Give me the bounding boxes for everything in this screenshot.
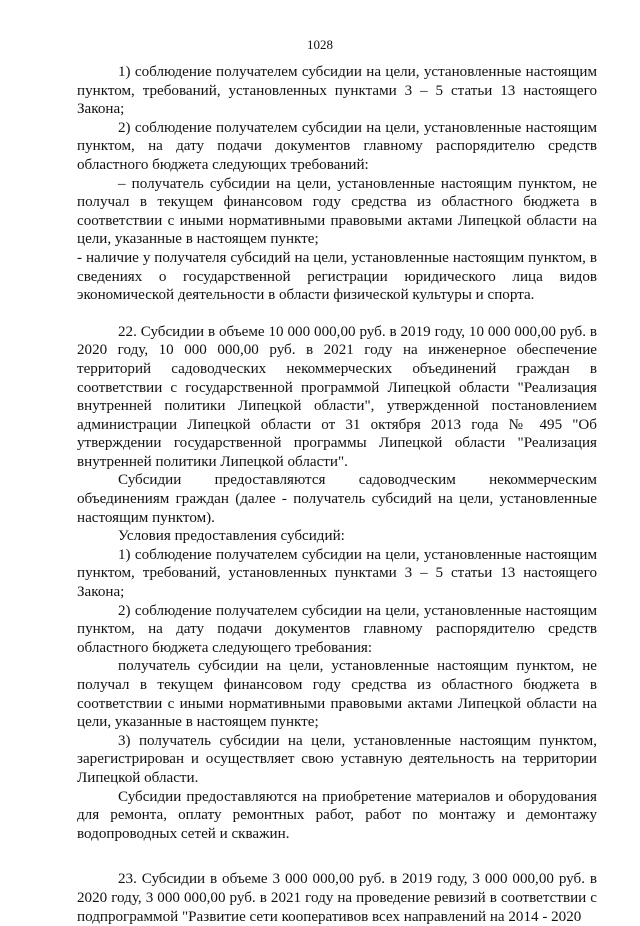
paragraph-condition-1: 1) соблюдение получателем субсидии на цели, установленные настоящим пунктом, требований, установленных пунктами 3 – 5 статьи 13 настоящего Закона; <box>77 546 597 601</box>
paragraph-conditions-heading: Условия предоставления субсидий: <box>118 528 345 545</box>
section-spacer <box>77 305 597 323</box>
paragraph-item-1: 1) соблюдение получателем субсидии на цели, установленные настоящим пунктом, требований, установленных пунктами 3 – 5 статьи 13 настоящего Закона; <box>77 64 597 118</box>
paragraph-condition-2-detail: получатель субсидии на цели, установленные настоящим пунктом, не получал в текущем финансовом году средства из областного бюджета в соответствии с иными нормативными правовыми актами Липецкой области на цели, указанные в настоящем пункте; <box>77 658 597 731</box>
paragraph-clause-22: 22. Субсидии в объеме 10 000 000,00 руб. в 2019 году, 10 000 000,00 руб. в 2020 году, 10 000 000,00 руб. в 2021 году на инженерное обеспечение территорий садоводческих некоммерческих объединений граждан в соответствии с государственной программой Липецкой области "Реализация внутренней политики Липецкой области", утвержденной постановлением администрации Липецкой области от 31 октября 2013 года № 495 "Об утверждении государственной программы Липецкой области "Реализация внутренней политики Липецкой области". <box>77 323 597 470</box>
paragraph-purpose: Субсидии предоставляются на приобретение материалов и оборудования для ремонта, оплату ремонтных работ, работ по монтажу и демонтажу водопроводных сетей и скважин. <box>77 788 597 842</box>
paragraph-dash-1: – получатель субсидии на цели, установленные настоящим пунктом, не получал в текущем финансовом году средства из областного бюджета в соответствии с иными нормативными правовыми актами Липецкой области на цели, указанные в настоящем пункте; <box>77 175 597 248</box>
document-body <box>77 63 597 926</box>
page-number: 1028 <box>307 37 333 52</box>
paragraph-dash-2: - наличие у получателя субсидий на цели, установленные настоящим пунктом, в сведениях о государственной регистрации юридического лица видов экономической деятельности в области физической культуры и спорта. <box>77 249 597 304</box>
paragraph-recipients: Субсидии предоставляются садоводческим некоммерческим объединениям граждан (далее - получатель субсидий на цели, установленные настоящим пунктом). <box>77 472 597 526</box>
paragraph-condition-2: 2) соблюдение получателем субсидии на цели, установленные настоящим пунктом, на дату подачи документов главному распорядителю средств областного бюджета следующего требования: <box>77 602 597 656</box>
paragraph-item-2: 2) соблюдение получателем субсидии на цели, установленные настоящим пунктом, на дату подачи документов главному распорядителю средств областного бюджета следующих требований: <box>77 119 597 173</box>
paragraph-condition-3: 3) получатель субсидии на цели, установленные настоящим пунктом, зарегистрирован и осуществляет свою уставную деятельность на территории Липецкой области. <box>77 732 597 786</box>
section-spacer <box>77 843 597 870</box>
paragraph-clause-23: 23. Субсидии в объеме 3 000 000,00 руб. в 2019 году, 3 000 000,00 руб. в 2020 году, 3 000 000,00 руб. в 2021 году на проведение ревизий в соответствии с подпрограммой "Развитие сети кооперативов всех направлений на 2014 - 2020 <box>77 871 597 925</box>
